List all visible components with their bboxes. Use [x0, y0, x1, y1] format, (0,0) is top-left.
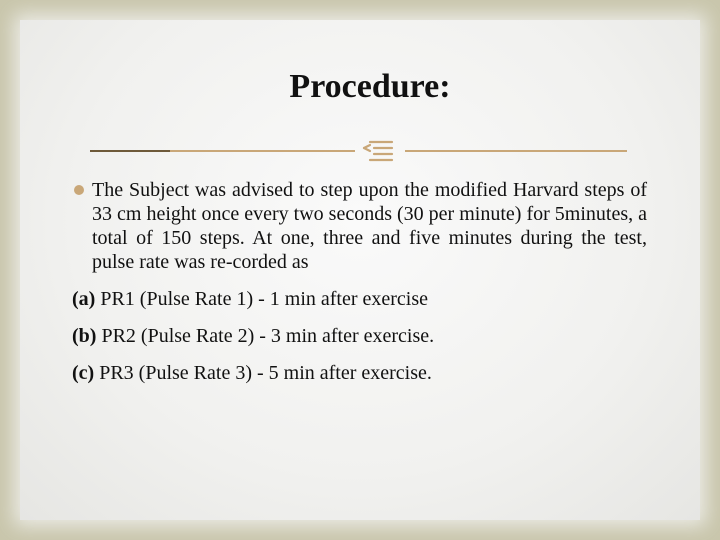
item-label: (b): [72, 325, 97, 347]
item-text: PR2 (Pulse Rate 2) - 3 min after exercise.: [96, 325, 435, 347]
list-item: [72, 361, 647, 385]
lines-divider-icon: [360, 136, 400, 166]
list-item: [72, 287, 647, 311]
slide: [20, 20, 700, 520]
paragraph-text: The Subject was advised to step upon the modified Harvard steps of 33 cm height once every two seconds (30 per minute) for 5minutes, a total of 150 steps. At one, three and five minutes during the test, pulse rate was re-corded as: [92, 179, 647, 273]
list-item: [72, 324, 647, 348]
item-label: (c): [72, 362, 95, 384]
item-text: PR1 (Pulse Rate 1) - 1 min after exercise: [95, 288, 429, 310]
slide-title: Procedure:: [289, 68, 451, 105]
slide-body: [72, 178, 647, 385]
divider-left-accent: [90, 150, 170, 152]
bullet-icon: [74, 185, 84, 195]
bullet-paragraph: [72, 178, 647, 274]
item-label: (a): [72, 288, 96, 310]
divider-right: [405, 150, 627, 152]
item-text: PR3 (Pulse Rate 3) - 5 min after exercise.: [94, 362, 432, 384]
